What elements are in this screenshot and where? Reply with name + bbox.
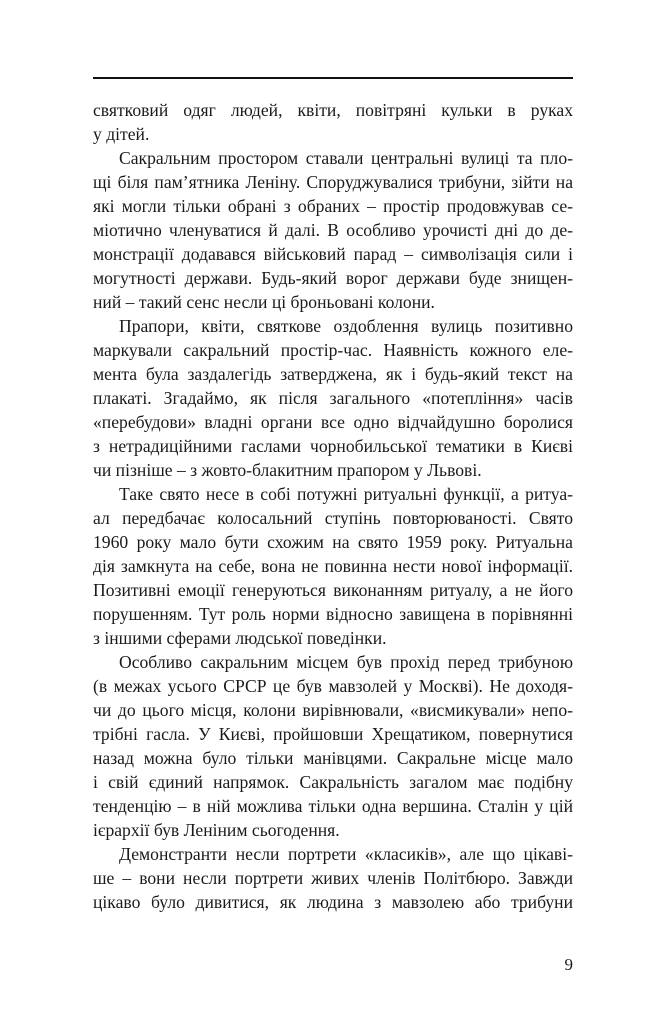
text-line: і свій єдиний напрямок. Сакральність загалом має подібну	[93, 772, 573, 792]
text-line: чи до цього місця, колони вирівнювали, «висмикували» непо-	[93, 700, 573, 720]
text-line: з нетрадиційними гаслами чорнобильської тематики в Києві	[93, 436, 573, 456]
text-line: у дітей.	[93, 124, 150, 144]
text-line: Особливо сакральним місцем був прохід перед трибуною	[119, 652, 573, 672]
text-line: цікаво було дивитися, як людина з мавзолею або трибуни	[93, 892, 573, 912]
text-line: маркували сакральний простір-час. Наявність кожного еле-	[93, 340, 573, 360]
header-rule	[93, 77, 573, 79]
text-line: Демонстранти несли портрети «класиків», але що цікаві-	[119, 844, 573, 864]
text-line: порушенням. Тут роль норми відносно завищена в порівнянні	[93, 604, 573, 624]
text-line: святковий одяг людей, квіти, повітряні кульки в руках	[93, 100, 573, 120]
text-line: ний – такий сенс несли ці броньовані колони.	[93, 292, 435, 312]
text-line: дія замкнута на себе, вона не повинна нести нової інформації.	[93, 556, 573, 576]
text-line: які могли тільки обрані з обраних – простір продовжував се-	[93, 196, 573, 216]
text-line: ієрархії був Леніним сьогодення.	[93, 820, 340, 840]
text-line: Таке свято несе в собі потужні ритуальні функції, а ритуа-	[119, 484, 573, 504]
text-line: тенденцію – в ній можлива тільки одна вершина. Сталін у цій	[93, 796, 573, 816]
text-line: Позитивні емоції генеруються виконанням ритуалу, а не його	[93, 580, 573, 600]
text-line: міотично членуватися й далі. В особливо урочисті дні до де-	[93, 220, 573, 240]
text-line: мента була заздалегідь затверджена, як і будь-який текст на	[93, 364, 573, 384]
text-line: Сакральним простором ставали центральні вулиці та пло-	[119, 148, 573, 168]
text-line: щі біля пам’ятника Леніну. Споруджувалися трибуни, зійти на	[93, 172, 573, 192]
text-line: (в межах усього СРСР це був мавзолей у Москві). Не доходя-	[93, 676, 573, 696]
text-line: ал передбачає колосальний ступінь повторюваності. Свято	[93, 508, 573, 528]
text-line: з іншими сферами людської поведінки.	[93, 628, 387, 648]
text-line: могутності держави. Будь-який ворог держави буде знищен-	[93, 268, 573, 288]
text-line: монстрації додавався військовий парад – символізація сили і	[93, 244, 573, 264]
text-line: трібні гасла. У Києві, пройшовши Хрещатиком, повернутися	[93, 724, 573, 744]
text-line: «перебудови» владні органи все одно відчайдушно боролися	[93, 412, 573, 432]
text-line: Прапори, квіти, святкове оздоблення вулиць позитивно	[119, 316, 573, 336]
text-line: плакаті. Згадаймо, як після загального «потепління» часів	[93, 388, 573, 408]
text-line: 1960 року мало бути схожим на свято 1959 року. Ритуальна	[93, 532, 573, 552]
text-line: ше – вони несли портрети живих членів Політбюро. Завжди	[93, 868, 573, 888]
text-line: чи пізніше – з жовто-блакитним прапором у Львові.	[93, 460, 482, 480]
page-number: 9	[564, 955, 573, 974]
text-line: назад можна було тільки манівцями. Сакральне місце мало	[93, 748, 573, 768]
page-body-text	[93, 98, 573, 914]
